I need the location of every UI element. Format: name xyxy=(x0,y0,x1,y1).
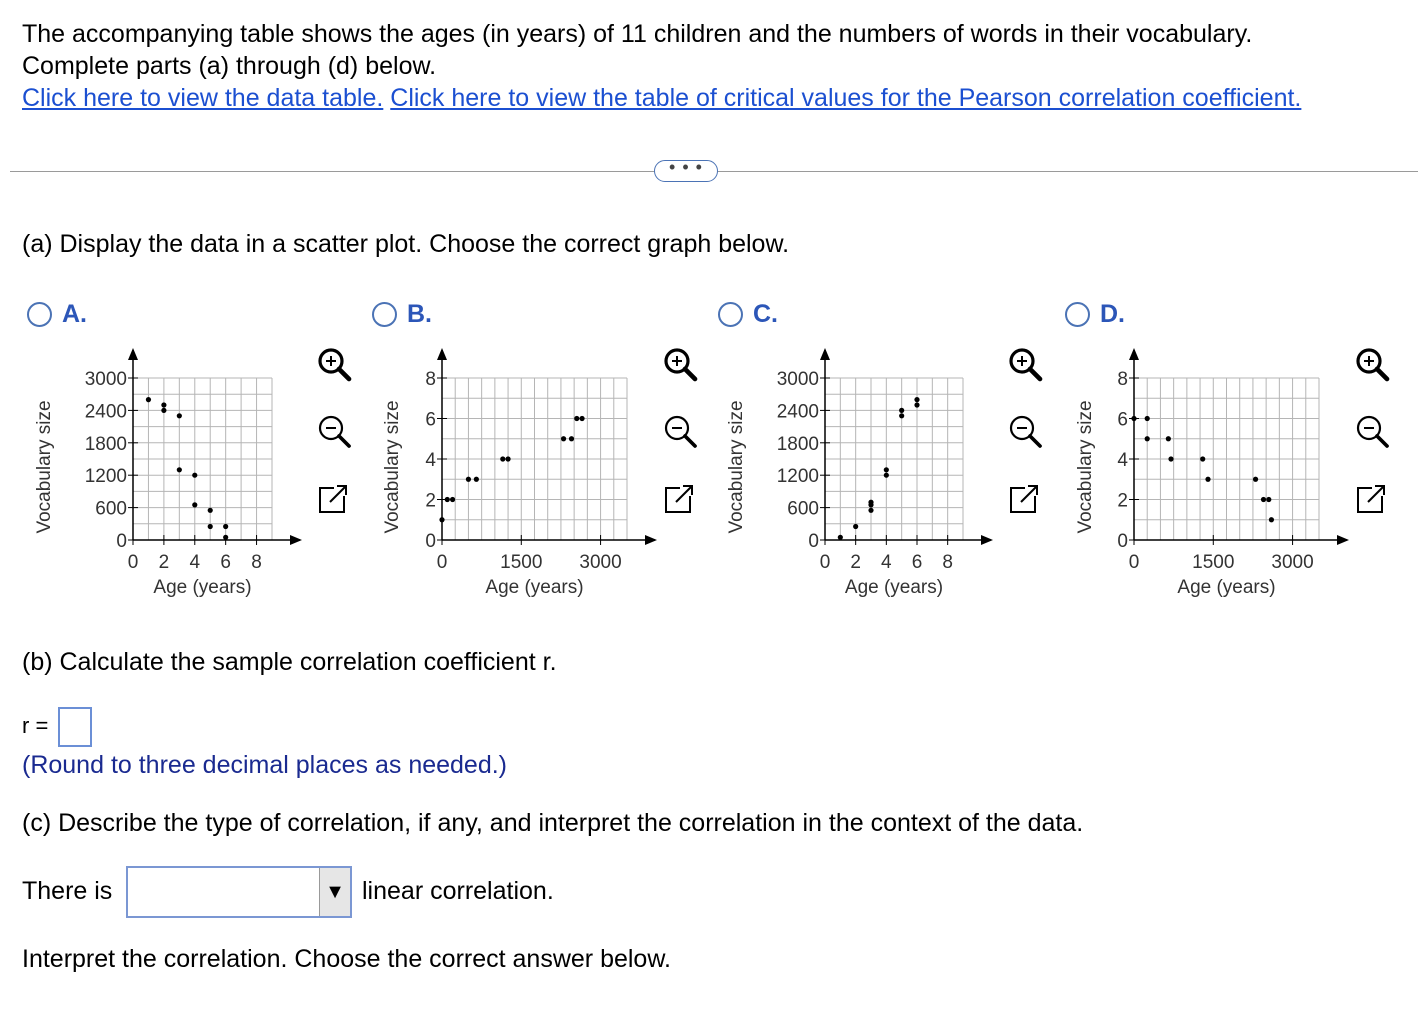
data-point xyxy=(208,508,213,513)
x-tick-label: 0 xyxy=(819,552,831,573)
x-tick-label: 0 xyxy=(127,552,139,573)
data-point xyxy=(1168,456,1173,461)
data-point xyxy=(445,497,450,502)
interpret-question: Interpret the correlation. Choose the correct answer below. xyxy=(22,945,671,973)
option-d-open-external-icon[interactable] xyxy=(1352,480,1392,520)
option-b-radio[interactable] xyxy=(372,302,397,327)
correlation-type-select[interactable] xyxy=(126,866,352,918)
x-tick-label: 8 xyxy=(942,552,953,573)
data-point xyxy=(853,524,858,529)
intro xyxy=(22,18,1402,114)
option-c-zoom-out-icon[interactable] xyxy=(1005,412,1045,452)
data-point xyxy=(1131,416,1136,421)
x-axis-arrow-icon xyxy=(981,535,993,545)
y-axis-label: Vocabulary size xyxy=(726,400,747,534)
y-tick-label: 600 xyxy=(787,498,819,520)
y-tick-label: 600 xyxy=(95,498,127,520)
option-c-label: C. xyxy=(753,300,778,328)
y-tick-label: 1800 xyxy=(84,433,127,455)
x-axis-label: Age (years) xyxy=(485,577,584,598)
option-b-zoom-in-icon[interactable] xyxy=(660,345,700,385)
x-tick-label: 0 xyxy=(1128,552,1140,573)
intro-line-1: The accompanying table shows the ages (in years) of 11 children and the numbers of words in their vocabulary. xyxy=(22,20,1253,48)
y-tick-label: 0 xyxy=(116,531,127,552)
r-label: r = xyxy=(22,713,49,738)
y-tick-label: 6 xyxy=(1117,409,1128,431)
x-axis-label: Age (years) xyxy=(844,577,944,598)
option-d-zoom-out-icon[interactable] xyxy=(1352,412,1392,452)
x-tick-label: 1500 xyxy=(500,552,543,573)
data-point xyxy=(914,397,919,402)
y-axis-arrow-icon xyxy=(437,348,447,360)
data-point xyxy=(1261,497,1266,502)
y-tick-label: 3000 xyxy=(776,369,819,390)
data-point xyxy=(868,508,873,513)
y-tick-label: 1200 xyxy=(776,466,819,488)
y-tick-label: 2 xyxy=(1117,490,1128,512)
x-axis-label: Age (years) xyxy=(153,577,252,598)
option-c[interactable] xyxy=(718,300,778,329)
round-hint: (Round to three decimal places as needed.) xyxy=(22,751,508,779)
option-c-radio[interactable] xyxy=(718,302,743,327)
y-tick-label: 2400 xyxy=(776,401,819,423)
critical-values-link[interactable]: Click here to view the table of critical values for the Pearson correlation coefficient. xyxy=(390,84,1302,112)
y-tick-label: 1800 xyxy=(776,433,819,455)
option-d[interactable] xyxy=(1065,300,1125,329)
data-point xyxy=(561,436,566,441)
data-point xyxy=(505,456,510,461)
option-d-radio[interactable] xyxy=(1065,302,1090,327)
data-point xyxy=(579,416,584,421)
data-point xyxy=(1253,477,1258,482)
x-tick-label: 4 xyxy=(189,552,201,573)
data-point xyxy=(223,535,228,540)
data-point xyxy=(500,456,505,461)
y-tick-label: 2 xyxy=(425,490,436,512)
option-c-open-external-icon[interactable] xyxy=(1005,480,1045,520)
y-tick-label: 0 xyxy=(425,531,436,552)
y-tick-label: 8 xyxy=(425,369,436,390)
data-point xyxy=(1266,497,1271,502)
linear-correlation-label: linear correlation. xyxy=(362,877,554,905)
data-table-link[interactable]: Click here to view the data table. xyxy=(22,84,384,112)
option-b-open-external-icon[interactable] xyxy=(660,480,700,520)
data-point xyxy=(1205,477,1210,482)
data-point xyxy=(439,517,444,522)
data-point xyxy=(838,535,843,540)
y-axis-label: Vocabulary size xyxy=(1075,400,1096,534)
x-tick-label: 8 xyxy=(251,552,262,573)
part-b-question: (b) Calculate the sample correlation coefficient r. xyxy=(22,648,557,676)
chart-option-b xyxy=(382,348,657,598)
dropdown-arrow-icon[interactable]: ▼ xyxy=(319,868,350,916)
data-point xyxy=(868,500,873,505)
y-tick-label: 3000 xyxy=(84,369,127,390)
data-point xyxy=(177,413,182,418)
y-axis-arrow-icon xyxy=(820,348,830,360)
data-point xyxy=(1269,517,1274,522)
expand-more-button[interactable]: • • • xyxy=(654,160,718,182)
y-tick-label: 6 xyxy=(425,409,436,431)
data-point xyxy=(466,477,471,482)
y-axis-arrow-icon xyxy=(128,348,138,360)
y-tick-label: 2400 xyxy=(84,401,127,423)
data-point xyxy=(574,416,579,421)
x-tick-label: 6 xyxy=(911,552,923,573)
x-axis-label: Age (years) xyxy=(1177,577,1276,598)
y-axis-label: Vocabulary size xyxy=(382,400,403,534)
option-d-zoom-in-icon[interactable] xyxy=(1352,345,1392,385)
data-point xyxy=(884,473,889,478)
data-point xyxy=(914,402,919,407)
data-point xyxy=(146,397,151,402)
data-point xyxy=(1145,416,1150,421)
data-point xyxy=(1145,436,1150,441)
data-point xyxy=(192,502,197,507)
y-tick-label: 1200 xyxy=(84,466,127,488)
x-tick-label: 3000 xyxy=(1271,552,1314,573)
scatter-charts xyxy=(0,330,1419,610)
intro-line-2: Complete parts (a) through (d) below. xyxy=(22,52,437,80)
data-point xyxy=(223,524,228,529)
data-point xyxy=(474,477,479,482)
x-tick-label: 2 xyxy=(850,552,861,573)
part-a-question: (a) Display the data in a scatter plot. Choose the correct graph below. xyxy=(22,230,790,258)
x-tick-label: 2 xyxy=(158,552,170,573)
data-point xyxy=(450,497,455,502)
option-a-zoom-out-icon[interactable] xyxy=(314,412,354,452)
option-b-label: B. xyxy=(407,300,432,328)
chart-option-c xyxy=(726,348,993,598)
option-a-label: A. xyxy=(62,300,87,328)
option-a[interactable] xyxy=(27,300,87,329)
data-point xyxy=(161,402,166,407)
r-input[interactable] xyxy=(58,707,92,747)
data-point xyxy=(192,473,197,478)
x-axis-arrow-icon xyxy=(1337,535,1349,545)
x-axis-arrow-icon xyxy=(645,535,657,545)
y-axis-arrow-icon xyxy=(1129,348,1139,360)
y-tick-label: 8 xyxy=(1117,369,1128,390)
option-d-label: D. xyxy=(1100,300,1125,328)
y-axis-label: Vocabulary size xyxy=(34,400,55,534)
option-c-zoom-in-icon[interactable] xyxy=(1005,345,1045,385)
data-point xyxy=(1166,436,1171,441)
option-a-zoom-in-icon[interactable] xyxy=(314,345,354,385)
x-tick-label: 4 xyxy=(881,552,892,573)
option-a-radio[interactable] xyxy=(27,302,52,327)
x-tick-label: 0 xyxy=(436,552,448,573)
data-point xyxy=(899,413,904,418)
x-axis-arrow-icon xyxy=(290,535,302,545)
chart-option-d xyxy=(1075,348,1349,598)
x-tick-label: 3000 xyxy=(579,552,622,573)
there-is-label: There is xyxy=(22,877,113,905)
y-tick-label: 4 xyxy=(1117,450,1128,471)
y-tick-label: 0 xyxy=(808,531,819,552)
y-tick-label: 0 xyxy=(1117,531,1128,552)
option-a-open-external-icon[interactable] xyxy=(314,480,354,520)
x-tick-label: 6 xyxy=(220,552,231,573)
x-tick-label: 1500 xyxy=(1192,552,1235,573)
data-point xyxy=(569,436,574,441)
option-b[interactable] xyxy=(372,300,432,329)
chart-option-a xyxy=(34,348,302,598)
data-point xyxy=(899,408,904,413)
data-point xyxy=(177,467,182,472)
option-b-zoom-out-icon[interactable] xyxy=(660,412,700,452)
data-point xyxy=(208,524,213,529)
data-point xyxy=(1200,456,1205,461)
y-tick-label: 4 xyxy=(425,450,436,471)
data-point xyxy=(161,408,166,413)
part-c-question: (c) Describe the type of correlation, if any, and interpret the correlation in the context of the data. xyxy=(22,809,1084,837)
data-point xyxy=(884,467,889,472)
